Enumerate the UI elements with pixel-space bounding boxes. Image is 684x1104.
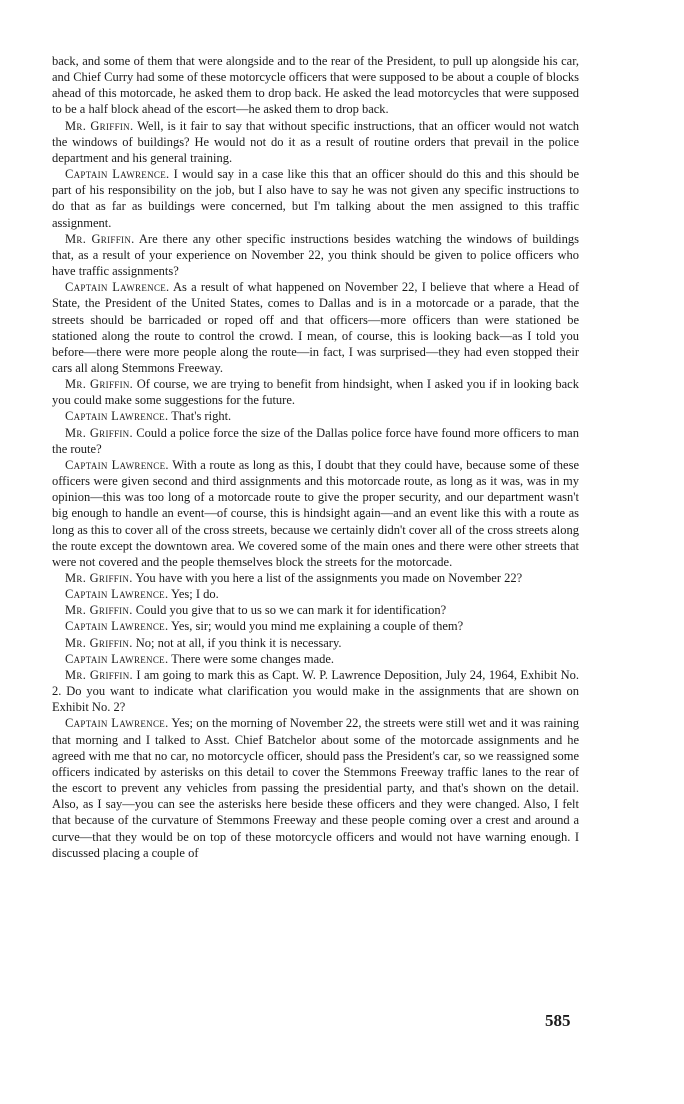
speaker-name: Mr. Griffin. [65,635,133,650]
paragraph-text: I am going to mark this as Capt. W. P. Lawrence Deposition, July 24, 1964, Exhibit No. 2. Do you want to indicate what clarification you would make in the assignments that are shown on Exhibit No. 2? [52,667,579,715]
speaker-name: Mr. Griffin. [65,667,133,682]
paragraph [52,457,579,570]
speaker-name: Mr. Griffin. [65,571,133,585]
paragraph-text: You have with you here a list of the assignments you made on November 22? [135,571,523,585]
paragraph [52,570,579,586]
paragraph [52,279,579,376]
paragraph-text: Could you give that to us so we can mark it for identification? [135,603,447,618]
speaker-name: Captain Lawrence. [65,716,169,731]
speaker-name: Mr. Griffin. [65,603,133,618]
paragraph-text: Yes; I do. [171,587,219,602]
paragraph-text: I would say in a case like this that an officer should do this and this should be part of his responsibility on the job, but I also have to say he was not given any specific instructions to do that as far as buildings were concerned, but I'm talking about the men assigned to this traffic assignment. [52,167,580,230]
paragraph-text: Are there any other specific instructions besides watching the windows of buildings that, as a result of your experience on November 22, you think should be given to police officers who have traffic assignments? [52,231,579,279]
speaker-name: Captain Lawrence. [65,409,169,424]
paragraph-text: There were some changes made. [171,651,335,666]
paragraph [52,376,579,408]
paragraph [52,651,579,667]
paragraph-text: Yes; on the morning of November 22, the streets were still wet and it was raining that morning and I talked to Asst. Chief Batchelor about some of the motorcade assignments and he agreed with me that no car, no motorcycle officer, should pass the President's car, so we reassigned some officers indicated by asterisks on this detail to cover the Stemmons Freeway traffic lanes to the rear of the escort to prevent any vehicles from passing the presidential party, and that's shown on the detail. Also, as I say—you can see the asterisks here beside these officers and they were changed. Also, I felt that because of the curvature of Stemmons Freeway and these people coming over a crest and around a curve—that they would be on top of these motorcycle officers and would not have warning enough. I discussed placing a couple of [52,716,579,860]
paragraph-text: As a result of what happened on November 22, I believe that where a Head of State, the President of the United States, comes to Dallas and is in a motorcade or a parade, that the streets should be barricaded or roped off and that officers—more officers than were stationed be stationed along the route to control the crowd. I mean, of course, this is looking back—as I told you before—there were more people along the route—in fact, I was surprised—they had even stopped their cars all along Stemmons Freeway. [52,280,580,375]
paragraph-text: No; not at all, if you think it is necessary. [135,635,342,650]
paragraph [52,667,579,715]
paragraph [52,166,579,231]
paragraph [52,635,579,651]
paragraph-text: That's right. [171,409,232,424]
paragraph [52,618,579,634]
paragraph [52,53,579,118]
speaker-name: Mr. Griffin. [65,231,135,246]
speaker-name: Captain Lawrence. [65,587,169,602]
paragraph-text: Well, is it fair to say that without specific instructions, that an officer would not watch the windows of buildings? He would not do it as a result of routine orders that prevail in the police department and his general training. [52,118,579,165]
paragraph-text: Of course, we are trying to benefit from hindsight, when I asked you if in looking back you could make some suggestions for the future. [52,377,579,408]
paragraph-text: Yes, sir; would you mind me explaining a couple of them? [171,619,464,634]
paragraph-text: With a route as long as this, I doubt that they could have, because some of these officers were given second and third assignments and this motorcade route, as long as it was, was in my opinion—this was too long of a motorcade route to give the proper security, and our department wasn't big enough to handle an event—of course, this is hindsight again—and an event like this with a route as long as this to cover all of the cross streets, because we certainly didn't cover all of the cross streets along the route except the downtown area. We covered some of the main ones and there were other streets that were not covered and the people themselves block the streets for the motorcade. [52,457,580,569]
speaker-name: Captain Lawrence. [65,651,169,666]
speaker-name: Mr. Griffin. [65,118,134,133]
paragraph [52,231,579,279]
speaker-name: Mr. Griffin. [65,425,133,440]
speaker-name: Captain Lawrence. [65,457,169,472]
speaker-name: Captain Lawrence. [65,280,170,295]
paragraph [52,602,579,618]
page-number: 585 [545,1011,571,1030]
paragraph [52,118,579,166]
paragraph-text: back, and some of them that were alongside and to the rear of the President, to pull up alongside his car, and Chief Curry had some of these motorcycle officers that were supposed to be about a couple of blocks ahead of this motorcade, he asked them to drop back. He asked the lead motorcycles that were supposed to be a half block ahead of the escort—he asked them to drop back. [52,54,579,117]
speaker-name: Captain Lawrence. [65,619,169,634]
speaker-name: Mr. Griffin. [65,377,134,392]
paragraph [52,715,579,860]
paragraph [52,425,579,457]
paragraph [52,408,579,424]
paragraph-text: Could a police force the size of the Dallas police force have found more officers to man the route? [52,425,579,456]
transcript-body [52,53,579,861]
paragraph [52,586,579,602]
speaker-name: Captain Lawrence. [65,167,170,182]
